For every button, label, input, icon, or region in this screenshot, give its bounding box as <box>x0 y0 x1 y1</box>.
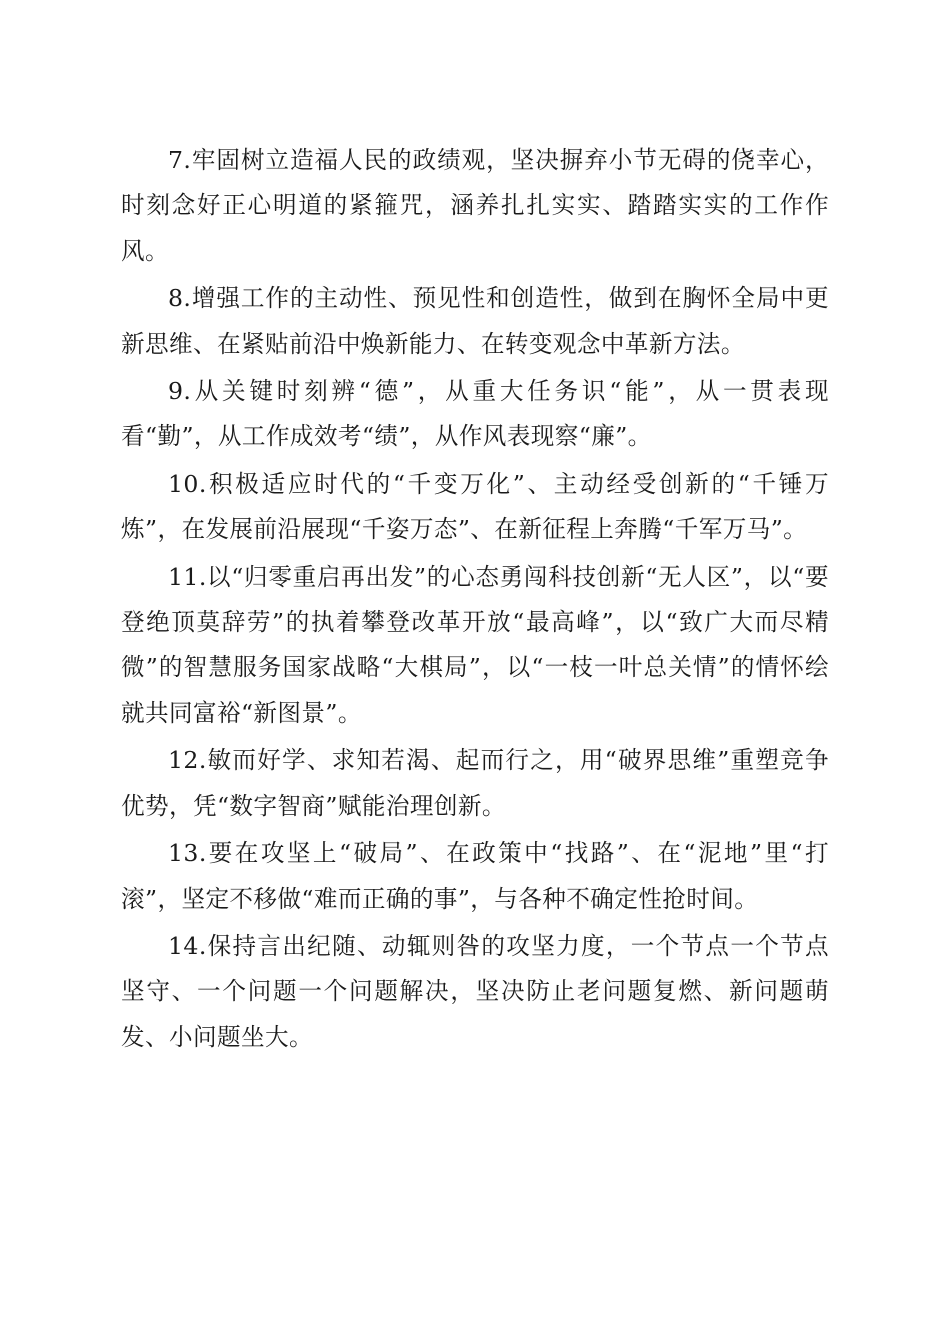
paragraph-11: 11.以“归零重启再出发”的心态勇闯科技创新“无人区”，以“要登绝顶莫辞劳”的执着攀登改革开放“最高峰”，以“致广大而尽精微”的智慧服务国家战略“大棋局”，以“一枝一叶总关情”的情怀绘就共同富裕“新图景”。 <box>121 562 829 727</box>
paragraph-12: 12.敏而好学、求知若渴、起而行之，用“破界思维”重塑竞争优势，凭“数字智商”赋能治理创新。 <box>121 746 829 820</box>
paragraph-14: 14.保持言出纪随、动辄则咎的攻坚力度，一个节点一个节点坚守、一个问题一个问题解决，坚决防止老问题复燃、新问题萌发、小问题坐大。 <box>121 931 829 1051</box>
paragraph-9: 9.从关键时刻辨“德”，从重大任务识“能”，从一贯表现看“勤”，从工作成效考“绩”，从作风表现察“廉”。 <box>121 377 829 451</box>
document-body <box>121 138 829 1062</box>
paragraph-13: 13.要在攻坚上“破局”、在政策中“找路”、在“泥地”里“打滚”，坚定不移做“难而正确的事”，与各种不确定性抢时间。 <box>121 839 829 913</box>
paragraph-10: 10.积极适应时代的“千变万化”、主动经受创新的“千锤万炼”，在发展前沿展现“千姿万态”、在新征程上奔腾“千军万马”。 <box>121 469 829 544</box>
paragraph-8: 8.增强工作的主动性、预见性和创造性，做到在胸怀全局中更新思维、在紧贴前沿中焕新能力、在转变观念中革新方法。 <box>121 284 829 358</box>
paragraph-7: 7.牢固树立造福人民的政绩观，坚决摒弃小节无碍的侥幸心，时刻念好正心明道的紧箍咒，涵养扎扎实实、踏踏实实的工作作风。 <box>121 146 829 265</box>
